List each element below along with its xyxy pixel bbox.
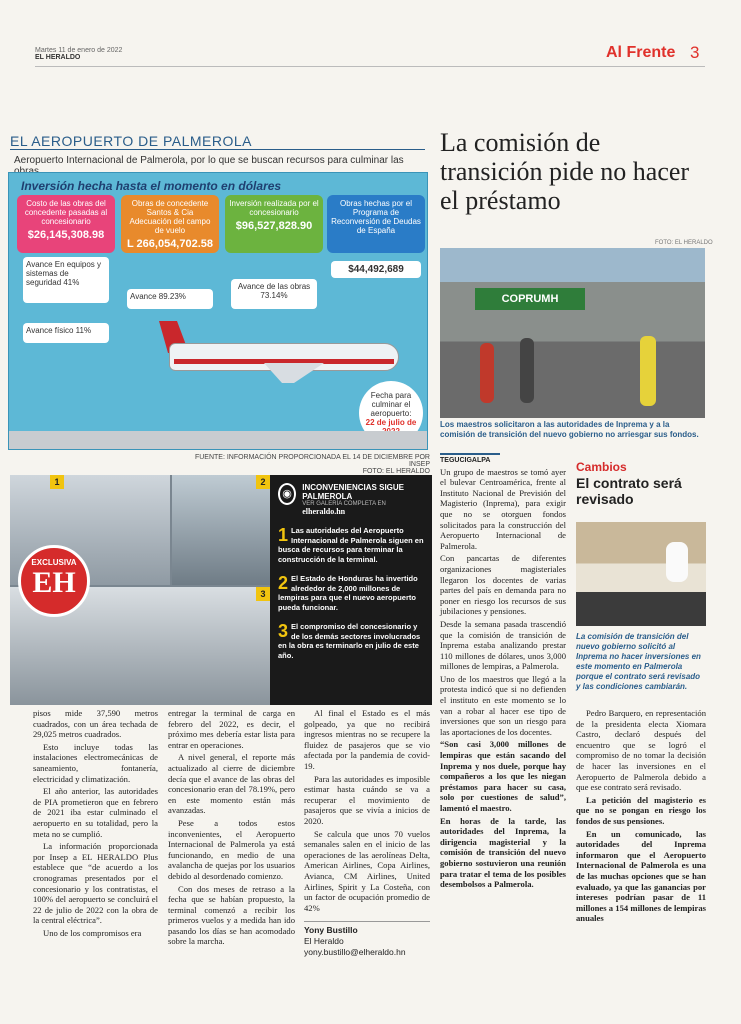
gallery-number-1: 1 (50, 475, 64, 489)
avance-santos: Avance 89.23% (127, 289, 213, 309)
byline-paper: El Heraldo (304, 936, 344, 947)
plane-wing-icon (264, 363, 324, 383)
story-paragraph: Un grupo de maestros se tomó ayer el bulevar Centroamérica, frente al Instituto Nacional de Previsión del Magisterio (Inprema), para exigir que no se otorguen fondos solicitados para la construcción del Aeropuerto Internacional de Palmerola. (440, 466, 566, 551)
column-paragraph: entregar la terminal de carga en febrero del 2022, es decir, el próximo mes debería estar lista para entrar en operaciones. (168, 708, 295, 750)
sidebar-paragraph: La petición del magisterio es que no se pongan en riesgo los fondos de sus pensiones. (576, 794, 706, 826)
card-amount: L 266,054,702.58 (126, 238, 214, 250)
main-story (440, 453, 566, 892)
byline-name: Yony Bustillo (304, 925, 358, 936)
key-point-1 (278, 526, 424, 564)
key-point-number: 1 (278, 525, 289, 545)
sidebar-paragraph: Pedro Barquero, en representación de la presidenta electa Xiomara Castro, declaró después del encuentro que se logró el compromiso de no tomar la decisión de hacer las inversiones en el Aeropuerto de Palmerola debido a que ese contrato será revisado. (576, 708, 706, 793)
card-amount-espana: $44,492,689 (331, 261, 421, 278)
source-text: FUENTE: INFORMACIÓN PROPORCIONADA EL 14 DE DICIEMBRE POR INSEP (194, 454, 430, 468)
terminal-illustration (9, 431, 428, 450)
story-paragraph: Con pancartas de diferentes organizaciones magisteriales llegaron los docentes de varias partes del país en demanda para no poner en riesgo los recursos de sus jubilaciones y pensiones. (440, 553, 566, 617)
card-deuda-espana (327, 195, 425, 253)
infographic (8, 172, 428, 450)
sidebar-section: Cambios (576, 460, 627, 474)
infographic-title: Inversión hecha hasta el momento en dólares (21, 179, 282, 193)
key-point-3 (278, 622, 424, 660)
gallery-cta-title: INCONVENIENCIAS SIGUE PALMEROLA (302, 483, 405, 501)
page-number: 3 (690, 43, 700, 62)
story-paragraph: “Son casi 3,000 millones de lempiras que están sacando del Inprema y nos duele, porque hay compañeros a los que les niegan préstamos para hacer su casa, solo por cuestiones de salud”, lamentó el maestro. (440, 739, 566, 813)
meeting-table (576, 592, 706, 626)
camera-icon: ◉ (278, 483, 296, 505)
card-label: Obras de concedente Santos & Cia Adecuación del campo de vuelo (129, 199, 211, 235)
sidebar-title: El contrato será revisado (576, 475, 682, 507)
meeting-photo (576, 522, 706, 626)
infographic-subheading: Aeropuerto Internacional de Palmerola, por lo que se buscan recursos para culminar las (14, 155, 404, 166)
fecha-label: Fecha para culminar el aeropuerto: (370, 391, 412, 418)
headline: La comisión de transición pide no hacer el préstamo (440, 128, 690, 215)
column-paragraph: Al final el Estado es el más golpeado, ya que no recibirá ingresos mientras no se recupere la fluidez de pasajeros que se vio afectada por la pandemia de covid-19. (304, 708, 430, 771)
card-amount: $26,145,308.98 (27, 229, 105, 241)
section-title: Al Frente (606, 44, 676, 61)
protest-banner: COPRUMH (475, 288, 585, 310)
story-column-3 (304, 708, 430, 958)
story-column-2 (168, 708, 295, 949)
exclusiva-badge (18, 545, 90, 617)
gallery-cta-sub: VER GALERÍA COMPLETA EN (302, 501, 386, 507)
key-point-number: 3 (278, 621, 289, 641)
person-figure (666, 542, 688, 582)
gallery-info-box (270, 475, 432, 705)
avance-equipos: Avance En equipos y sistemas de seguridad 41% (23, 257, 109, 303)
column-paragraph: Para las autoridades es imposible estimar hasta cuándo se va a recuperar el movimiento de pasajeros que se vivía a inicios de 2020. (304, 773, 430, 826)
column-paragraph: Se calcula que unos 70 vuelos semanales salen en el inicio de las operaciones de las aerolíneas Delta, American Airlines, Copa Airlines, Avianca, CM Airlines, United Airlines, Spirit y La Costeña, con un factor de ocupación promedio de 42% (304, 828, 430, 913)
byline (304, 921, 430, 958)
dateline: TEGUCIGALPA (440, 453, 500, 467)
card-concedente-costo (17, 195, 115, 253)
column-paragraph: El año anterior, las autoridades de PIA prometieron que en febrero de 2021 iba estar culminado el aeropuerto en su totalidad, pero la meta no se cumplió. (33, 786, 158, 839)
story-column-1 (33, 708, 158, 940)
avance-obras: Avance de las obras 73.14% (231, 279, 317, 309)
card-amount: $96,527,828.90 (235, 220, 313, 232)
story-paragraph: Desde la semana pasada trascendió que la comisión de transición de Inprema estaba analizando prestar 110 millones de dólares, unos 3,000 millones de lempiras, a Palmerola. (440, 618, 566, 672)
gallery-link[interactable]: elheraldo.hn (302, 507, 346, 516)
card-label: Costo de las obras del concedente pasadas al concesionario (24, 199, 108, 226)
photo-gallery[interactable] (10, 475, 270, 705)
source-credit: FOTO: EL HERALDO (362, 468, 430, 475)
column-paragraph: Uno de los compromisos era (43, 927, 142, 938)
protester-figure (640, 336, 656, 406)
paper-name: EL HERALDO (35, 54, 81, 61)
protester-figure (480, 343, 494, 403)
gallery-number-3: 3 (256, 587, 270, 601)
infographic-heading: EL AEROPUERTO DE PALMEROLA (10, 133, 253, 149)
column-paragraph: Esto incluye todas las instalaciones electromecánicas de saneamiento, fontanería, electricidad y climatización. (33, 741, 158, 784)
issue-date: Martes 11 de enero de 2022 (35, 47, 123, 54)
story-paragraph: Uno de los maestros que llegó a la protesta indicó que si no defienden el instituto en este momento se lo van a robar al hacer ese tipo de inversiones que son un riesgo para las aportaciones de los docentes. (440, 673, 566, 737)
key-point-2 (278, 574, 424, 612)
key-point-number: 2 (278, 573, 289, 593)
infographic-source (180, 454, 430, 475)
fecha-value: 22 de julio de (365, 418, 417, 427)
column-paragraph: A nivel general, el reporte más actualizado al cierre de diciembre decía que el avance de las obras del concesionario eran del 78.19%, pero en este momento están más avanzadas. (168, 752, 295, 816)
card-label: Obras hechas por el Programa de Reconversión de Deudas de España (331, 199, 421, 235)
key-point-text: El compromiso del concesionario y de los demás sectores involucrados en la obra es terminarlo en julio de este año. (278, 622, 421, 660)
column-paragraph: La información proporcionada por Insep a EL HERALDO Plus establece que “de acuerdo a los cronogramas presentados por el concesionario y los contratistas, el 100% del aeropuerto se concluirá el 22 de julio de 2022 con la obra de la central eléctrica”. (33, 841, 158, 926)
byline-email[interactable]: yony.bustillo@elheraldo.hn (304, 947, 406, 958)
sidebar-caption: La comisión de transición del nuevo gobierno solicitó al Inprema no hacer inversiones en este momento en Palmerola porque el contrato será revisado y las condiciones cambiarán. (576, 632, 701, 691)
column-paragraph: pisos mide 37,590 metros cuadrados, con un área techada de 29,025 metros cuadrados. (33, 708, 158, 740)
column-paragraph: Pese a todos estos inconvenientes, el Aeropuerto Internacional de Palmerola ya está funcionando, en medio de una avalancha de quejas por los usuarios debido al desordenado comienzo. (168, 817, 295, 881)
eh-logo: EH (32, 566, 76, 599)
key-point-text: Las autoridades del Aeropuerto Internacional de Palmerola siguen en busca de recursos para terminar la construcción de la terminal. (278, 526, 424, 564)
key-point-text: El Estado de Honduras ha invertido alrededor de 2,000 millones de lempiras para que el nuevo aeropuerto pueda funcionar. (278, 574, 418, 612)
protester-figure (520, 338, 534, 403)
photo-credit: FOTO: EL HERALDO (655, 240, 713, 246)
gallery-number-2: 2 (256, 475, 270, 489)
protest-photo (440, 248, 705, 418)
gallery-photo-2[interactable] (172, 475, 270, 585)
column-paragraph: Con dos meses de retraso a la fecha que se habían propuesto, la terminal comenzó a recibir los primeros vuelos y a medida han ido pasando los días se han acomodado sobre la marcha. (168, 883, 295, 947)
sidebar-paragraph: En un comunicado, las autoridades del Inprema informaron que el Aeropuerto Internacional de Palmerola es una de las muchas opciones que se han evaluado, ya que las ganancias por intereses podrían pasar de 11 millones a 154 millones de lempiras anuales (576, 828, 706, 924)
card-concesionario (225, 195, 323, 253)
avance-fisico: Avance físico 11% (23, 323, 109, 343)
card-santos-cia (121, 195, 219, 253)
infographic-heading-rule (10, 149, 425, 150)
exclusiva-label: EXCLUSIVA (31, 558, 77, 567)
card-label: Inversión realizada por el concesionario (229, 199, 319, 217)
photo-caption: Los maestros solicitaron a las autoridades de Inprema y a la comisión de transición del nuevo gobierno no arriesgar sus fondos. (440, 420, 699, 439)
story-paragraph: En horas de la tarde, las autoridades del Inprema, la dirigencia magisterial y la comisión de transición del nuevo gobierno sostuvieron una reunión para tratar el tema de los posibles desembolsos a Palmerola. (440, 815, 566, 890)
header-divider (35, 66, 705, 67)
sidebar-story (576, 708, 706, 926)
